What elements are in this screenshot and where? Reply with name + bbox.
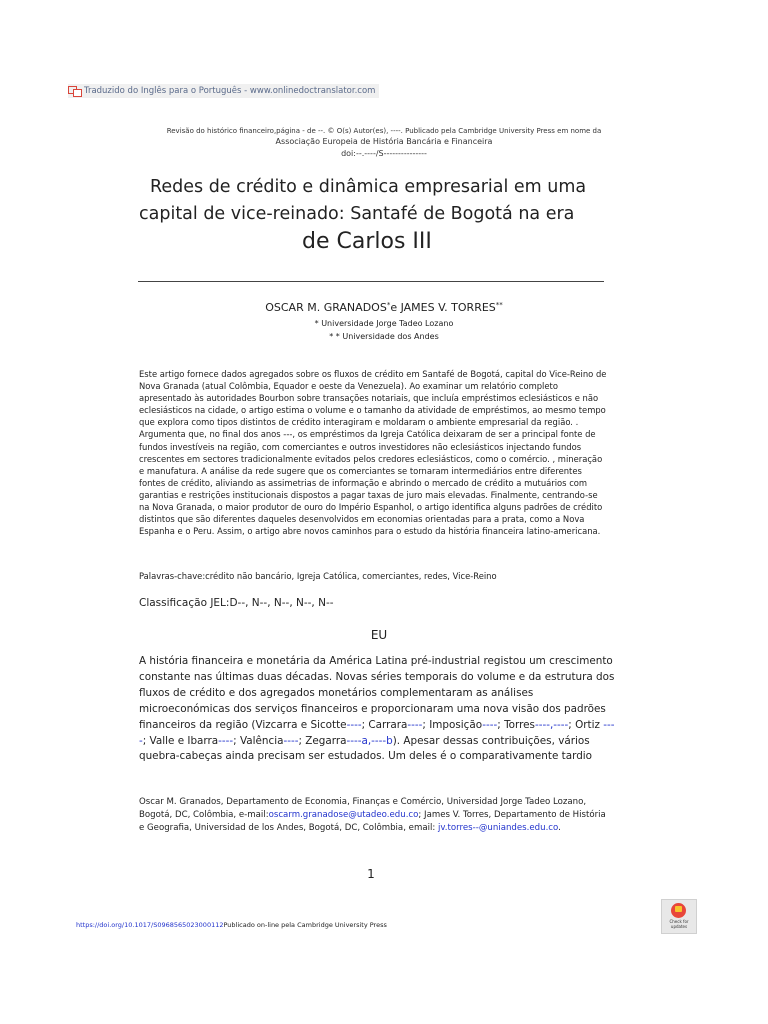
body-text: ; Carrara xyxy=(361,718,408,731)
jel-classification: Classificação JEL:D--, N--, N--, N--, N-- xyxy=(139,597,334,609)
title-divider xyxy=(138,281,604,282)
doi-footer-text: Publicado on-line pela Cambridge University Press xyxy=(223,921,387,929)
citation-link[interactable]: ---- xyxy=(283,734,299,747)
citation-link[interactable]: ---- xyxy=(218,734,234,747)
title-line-1: Redes de crédito e dinâmica empresarial em uma xyxy=(150,177,587,197)
body-text: ). Apesar dessas contribuições, vários quebra-cabeças ainda precisam ser estudados. Um deles é o comparativamente tardio xyxy=(139,734,593,763)
body-text: ; Torres xyxy=(497,718,535,731)
body-text: ; Zegarra xyxy=(298,734,347,747)
citation-link[interactable]: ----,---- xyxy=(534,718,569,731)
author-footnote xyxy=(139,796,609,836)
doi-footer xyxy=(76,921,387,929)
body-text: ; Valle e Ibarra xyxy=(142,734,219,747)
citation-link[interactable]: ---- xyxy=(407,718,423,731)
affiliation-2: * * Universidade dos Andes xyxy=(329,332,439,341)
body-text: ; Ortiz xyxy=(568,718,600,731)
keywords: Palavras-chave:crédito não bancário, Igreja Católica, comerciantes, redes, Vice-Reino xyxy=(139,571,497,581)
journal-doi: doi:--.----/S--------------- xyxy=(341,149,427,158)
badge-label: Check for updates xyxy=(669,919,689,929)
author-2-mark: ** xyxy=(495,301,503,309)
author-1: OSCAR M. GRANADOS xyxy=(265,301,387,314)
body-text: ; Imposição xyxy=(422,718,483,731)
authors-line xyxy=(0,301,768,314)
footnote-text: . xyxy=(558,823,561,834)
check-for-updates-badge[interactable] xyxy=(661,899,697,934)
author-2: e JAMES V. TORRES xyxy=(390,301,496,314)
section-heading: EU xyxy=(370,628,388,642)
body-text: ; Valência xyxy=(233,734,284,747)
abstract: Este artigo fornece dados agregados sobre os fluxos de crédito em Santafé de Bogotá, capital do Vice-Reino de Nova Granada (atual Colômbia, Equador e oeste da Venezuela). Ao examinar um relatório completo apresentado às autoridades Bourbon sobre transações notariais, que incluía empréstimos eclesiásticos e não eclesiásticos na cidade, o artigo estima o volume e o tamanho da atividade de empréstimos, ao mesmo tempo que explora como tipos distintos de crédito interagiram e moldaram o ambiente empresarial da região. . Argumenta que, no final dos anos ---, os empréstimos da Igreja Católica deixaram de ser a principal fonte de fundos investíveis na região, com comerciantes e outros investidores não eclesiásticos injectando fundos crescentes em sectores tradicionalmente evitados pelos credores eclesiásticos, como o comércio. , mineração e manufatura. A análise da rede sugere que os comerciantes se tornaram intermediários entre diferentes fontes de crédito, aliviando as assimetrias de informação e abrindo o mercado de crédito a mutuários com garantias e restrições institucionais dispostos a pagar taxas de juro mais elevadas. Finalmente, centrando-se na Nova Granada, o maior produtor de ouro do Império Espanhol, o artigo identifica alguns padrões de crédito distintos que são diferentes daqueles desenvolvidos em economias orientadas para a prata, como a Nova Espanha e o Peru. Assim, o artigo abre novos caminhos para o estudo da história financeira latino-americana. xyxy=(139,369,607,537)
page-number: 1 xyxy=(367,867,375,881)
citation-link[interactable]: ---- xyxy=(482,718,498,731)
body-text: A história financeira e monetária da América Latina pré-industrial registou um crescimento constante nas últimas duas décadas. Novas séries temporais do volume e da estrutura dos fluxos de crédito e dos agregados monetários complementaram as análises microeconómicas dos serviços financeiros e proporcionaram uma nova visão dos padrões financeiros da região (Vizcarra e Sicotte xyxy=(139,655,615,731)
bookmark-icon xyxy=(671,903,686,918)
title-line-3: de Carlos III xyxy=(302,229,432,254)
email-link-1[interactable]: oscarm.granadose@utadeo.edu.co xyxy=(268,810,419,821)
title-line-2: capital de vice-reinado: Santafé de Bogotá na era xyxy=(139,204,575,224)
author-1-mark: * xyxy=(386,301,391,309)
translator-banner[interactable] xyxy=(68,84,379,98)
journal-meta-line1: Revisão do histórico financeiro,página - de --. © O(s) Autor(es), ----. Publicado pela Cambridge University Press em nome da xyxy=(166,127,602,135)
citation-link[interactable]: ----a,----b xyxy=(346,734,393,747)
banner-text: Traduzido do Inglês para o Português - www.onlinedoctranslator.com xyxy=(84,86,376,96)
translate-icon xyxy=(68,86,82,97)
footnote-text: Oscar M. Granados, Departamento de Economia, Finanças e Comércio, Universidad Jorge Tadeo Lozano, Bogotá, DC, Colômbia, e-mail: xyxy=(139,797,587,821)
body-paragraph xyxy=(139,654,619,765)
doi-link[interactable]: https://doi.org/10.1017/S0968565023000112 xyxy=(76,921,224,929)
affiliation-1: * Universidade Jorge Tadeo Lozano xyxy=(314,319,454,328)
email-link-2[interactable]: jv.torres--@uniandes.edu.co xyxy=(437,823,559,834)
journal-meta-line2: Associação Europeia de História Bancária e Financeira xyxy=(275,137,493,146)
footnote-text: ; James V. Torres, Departamento de História e Geografia, Universidad de los Andes, Bogotá, DC, Colômbia, email: xyxy=(139,810,606,834)
citation-link[interactable]: ---- xyxy=(139,718,615,747)
citation-link[interactable]: ---- xyxy=(346,718,362,731)
